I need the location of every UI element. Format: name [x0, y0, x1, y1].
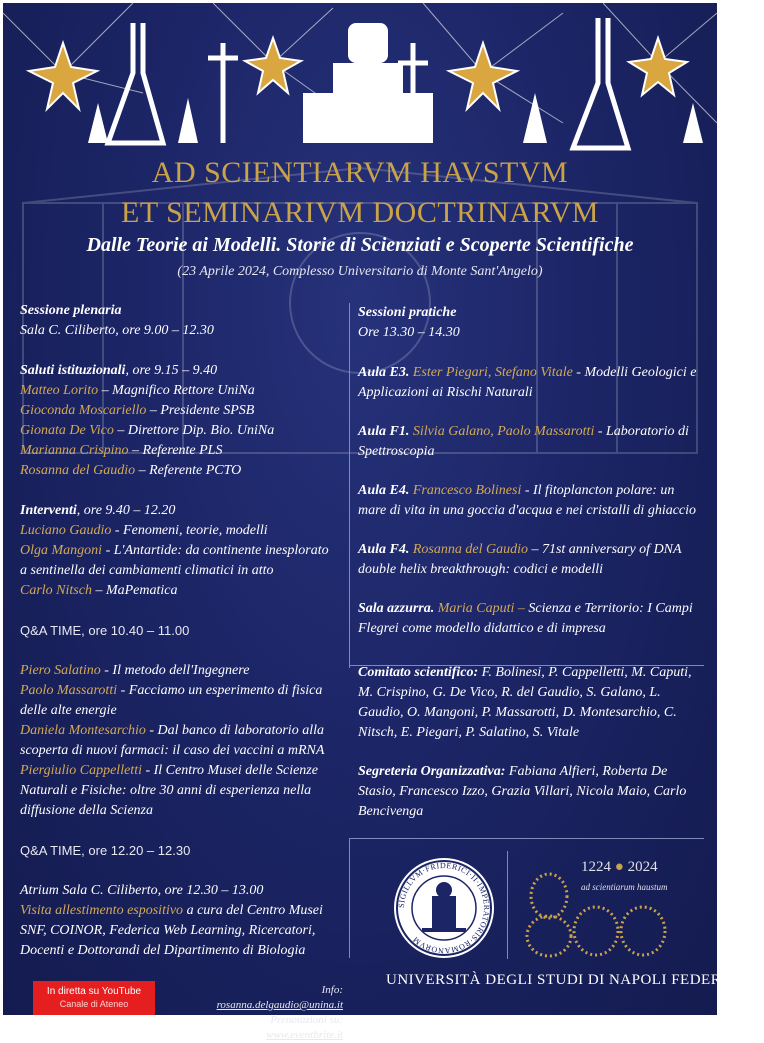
plenary-place: Sala C. Ciliberto, ore 9.00 – 12.30 — [20, 323, 214, 338]
atrium-section: Atrium Sala C. Ciliberto, ore 12.30 – 13.00 Visita allestimento espositivo a cura del Centro Musei SNF, COINOR, Federica Web Learning, Ricercatori, Docenti e Dottorandi del Dipartimento di Biologia — [20, 881, 350, 961]
list-item: Carlo Nitsch – MaPematica — [20, 583, 178, 598]
list-item: Gionata De Vico – Direttore Dip. Bio. UniNa — [20, 423, 275, 438]
practical-heading: Sessioni pratiche — [358, 305, 457, 320]
contact-info: Info: rosanna.delgaudio@unina.it Prenotazioni su: www.eventbrite.it — [216, 984, 343, 1041]
university-seal-icon — [392, 856, 496, 960]
atrium-place: Atrium Sala C. Ciliberto, ore 12.30 – 13.00 — [20, 883, 264, 898]
list-item: Olga Mangoni - L'Antartide: da continente inesplorato — [20, 543, 329, 558]
list-item: Matteo Lorito – Magnifico Rettore UniNa — [20, 383, 255, 398]
youtube-channel-link[interactable]: Canale di Ateneo — [59, 999, 129, 1009]
youtube-label: In diretta su YouTube — [46, 986, 142, 997]
list-item: Piero Salatino - Il metodo dell'Ingegnere — [20, 663, 250, 678]
room-session: Aula E4. Francesco Bolinesi - Il fitoplancton polare: un mare di vita in una goccia d'acqua e nei cristalli di ghiaccio — [358, 483, 697, 518]
column-divider — [349, 838, 350, 958]
list-item: Piergiulio Cappelletti - Il Centro Musei delle Scienze — [20, 763, 318, 778]
greetings-time: , ore 9.15 – 9.40 — [125, 363, 218, 378]
event-subtitle: Dalle Teorie ai Modelli. Storie di Scienziati e Scoperte Scientifiche — [86, 234, 634, 256]
anniversary-years: 1224 ● 2024 — [581, 859, 658, 875]
booking-link[interactable]: www.eventbrite.it — [266, 1029, 343, 1041]
poster — [3, 3, 764, 1041]
atrium-line: SNF, COINOR, Federica Web Learning, Ricercatori, — [20, 923, 316, 938]
section-divider — [349, 838, 704, 839]
list-item: Gioconda Moscariello – Presidente SPSB — [20, 403, 255, 418]
practical-time: Ore 13.30 – 14.30 — [358, 325, 460, 340]
list-item-continuation: scoperta di nuovi farmaci: il caso dei vaccini a mRNA — [20, 743, 325, 758]
room-session: Sala azzurra. Maria Caputi – Scienza e Territorio: I Campi Flegrei come modello didattico e di impresa — [358, 601, 693, 636]
event-title-line-1: AD SCIENTIARVM HAVSTVM — [151, 156, 569, 189]
exhibit-visit: Visita allestimento espositivo — [20, 903, 184, 918]
talks-time: , ore 9.40 – 12.20 — [76, 503, 176, 518]
qa-time-2: Q&A TIME, ore 12.20 – 12.30 — [20, 843, 191, 858]
event-date-location: (23 Aprile 2024, Complesso Universitario di Monte Sant'Angelo) — [177, 264, 543, 279]
list-item: Paolo Massarotti - Facciamo un esperimento di fisica — [20, 683, 323, 698]
greetings-section — [20, 361, 350, 481]
plenary-heading: Sessione plenaria — [20, 303, 122, 318]
800-anniversary-logo — [521, 861, 671, 961]
plenary-session — [20, 301, 350, 341]
column-divider — [349, 303, 350, 668]
list-item-continuation: diffusione della Scienza — [20, 803, 153, 818]
list-item-continuation: Naturali e Fisiche: oltre 30 anni di esperienza nella — [20, 783, 312, 798]
list-item: Marianna Crispino – Referente PLS — [20, 443, 223, 458]
organizing-secretariat: Segreteria Organizzativa: Fabiana Alfieri, Roberta De Stasio, Francesco Izzo, Grazia Villari, Nicola Maio, Carlo Bencivenga — [358, 764, 687, 819]
atrium-line: Docenti e Dottorandi del Dipartimento di Biologia — [20, 943, 306, 958]
list-item: Luciano Gaudio - Fenomeni, teorie, modelli — [20, 523, 268, 538]
qa-time-1: Q&A TIME, ore 10.40 – 11.00 — [20, 623, 190, 638]
list-item: Rosanna del Gaudio – Referente PCTO — [20, 463, 242, 478]
room-session: Aula F1. Silvia Galano, Paolo Massarotti - Laboratorio di Spettroscopia — [358, 424, 689, 459]
talks-section — [20, 501, 350, 601]
scientific-committee: Comitato scientifico: F. Bolinesi, P. Cappelletti, M. Caputi, M. Crispino, G. De Vico, R. del Gaudio, S. Galano, L. Gaudio, O. Mangoni, P. Massarotti, D. Montesarchio, C. Nitsch, E. Piegari, P. Salatino, S. Vitale — [358, 665, 692, 740]
room-session: Aula E3. Ester Piegari, Stefano Vitale - Modelli Geologici e Applicazioni ai Rischi Naturali — [358, 365, 697, 400]
list-item-continuation: a sentinella dei cambiamenti climatici in atto — [20, 563, 274, 578]
anniversary-motto: ad scientiarum haustum — [581, 882, 668, 892]
greetings-heading: Saluti istituzionali — [20, 363, 126, 378]
practical-sessions — [358, 303, 710, 343]
list-item-continuation: delle alte energie — [20, 703, 117, 718]
program-left-column — [20, 301, 350, 961]
program-right-column — [358, 303, 710, 822]
youtube-live-badge[interactable] — [33, 981, 155, 1015]
info-email-link[interactable]: rosanna.delgaudio@unina.it — [216, 999, 343, 1011]
talks-section-2 — [20, 661, 350, 821]
list-item: Daniela Montesarchio - Dal banco di laboratorio alla — [20, 723, 324, 738]
logo-divider — [507, 851, 508, 959]
header-illustration — [3, 3, 717, 163]
talks-heading: Interventi — [20, 503, 77, 518]
room-session: Aula F4. Rosanna del Gaudio – 71st anniversary of DNA double helix breakthrough: codici e modelli — [358, 542, 682, 577]
svg-text:SIGILLVM·FRIDERICI·II·IMPERATO: SIGILLVM·FRIDERICI·II·IMPERATORIS·ROMANORVM — [396, 860, 492, 956]
event-title-line-2: ET SEMINARIVM DOCTRINARVM — [121, 196, 599, 229]
university-name: UNIVERSITÀ DEGLI STUDI DI NAPOLI FEDERICO II — [386, 972, 764, 988]
